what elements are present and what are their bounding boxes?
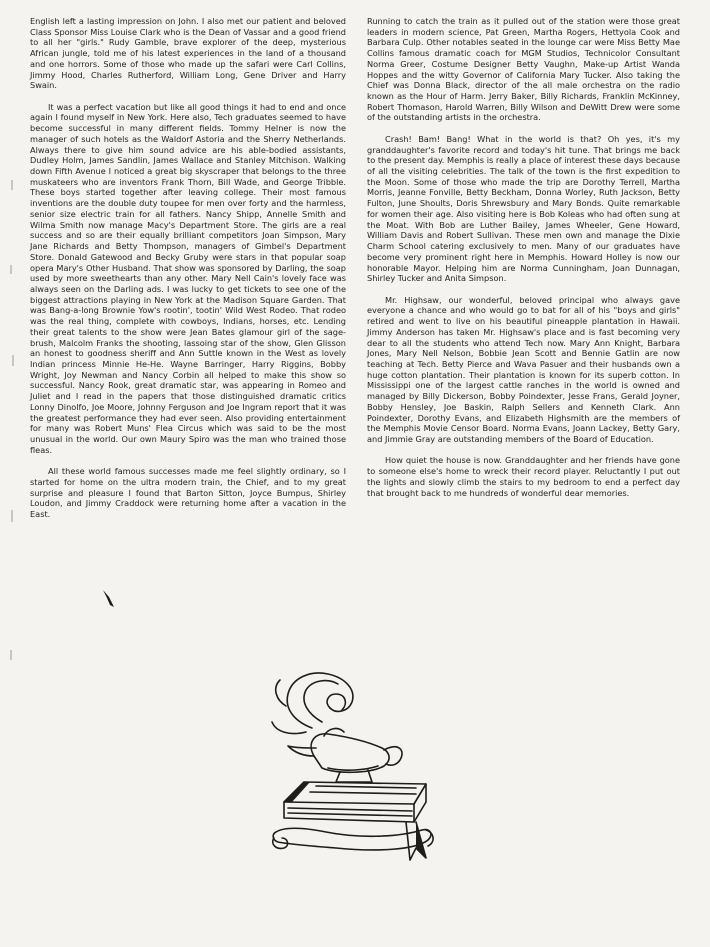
lamp-of-knowledge-on-book-icon — [266, 662, 438, 862]
paragraph: All these world famous successes made me feel slightly ordinary, so I started for home on the ultra modern train, the Chief, and to my great surprise and pleasure I found that Barton Sitton, Joyce Bumpus, Shirley Loudon, and Jimmy Craddock were returning home after a vacation in the East. — [30, 466, 346, 519]
paragraph: Crash! Bam! Bang! What in the world is that? Oh yes, it's my granddaughter's favorite record and today's hit tune. That brings me back to the present day. Memphis is really a place of interest these days because of all the visiting celebrities. The talk of the town is the first expedition to the Moon. Some of those who made the trip are Dorothy Terrell, Martha Morris, Jeanne Fonville, Betty Beckham, Donna Worley, Ruth Jackson, Betty Fulton, June Shoults, Doris Shrewsbury and Mary Bonds. Quite remarkable for women their age. Also visiting here is Bob Koleas who had often sung at the Moat. With Bob are Luther Bailey, James Wheeler, Gene Howard, William Davis and Robert Sullivan. These men own and manage the Dixie Charm School catering exclusively to men. Many of our graduates have become very prominent right here in Memphis. Howard Holley is now our honorable Mayor. Helping him are Norma Cunningham, Joan Dunnagan, Shirley Tucker and Anita Simpson. — [367, 133, 680, 284]
right-column — [367, 16, 680, 509]
paragraph: It was a perfect vacation but like all good things it had to end and once again I found myself in New York. Here also, Tech graduates seemed to have become successful in many different fields. Tommy Helner is now the manager of such hotels as the Waldorf Astoria and the Sherry Netherlands. Always there to give him sound advice are his able-bodied assistants, Dudley Holm, James Sandlin, James Wallace and Stanley Mitchison. Walking down Fifth Avenue I noticed a great big skyscraper that belongs to the three muskateers who are inventors Frank Thorn, Bill Wade, and George Tribble. These boys started together after leaving college. Their most famous inventions are the double duty toupee for men over forty and the harmless, senior size electric train for all fathers. Nancy Shipp, Annelle Smith and Wilma Smith now manage Macy's Department Store. The girls are a real success and so are their equally brilliant competitors Joan Simpson, Mary Jane Richards and Betty Thompson, managers of Gimbel's Department Store. Donald Gatewood and Becky Gruby were stars in that popular soap opera Mary's Other Husband. That show was sponsored by Darling, the soap used by more sweethearts than any other. Mary Nell Cain's lovely face was always seen on the Darling ads. I was lucky to get tickets to see one of the biggest attractions playing in New York at the Madison Square Garden. That was Bang-a-long Brownie Yow's rootin', tootin' Wild West Rodeo. That rodeo was the real thing, complete with cowboys, Indians, horses, etc. Lending their great talents to the show were Jean Bates glamour girl of the sage-brush, Malcolm Franks the shooting, lassoing star of the show, Glen Glisson an honest to goodness sheriff and Ann Suttle known in the West as lovely Indian princess Minnie He-He. Wayne Barringer, Harry Riggins, Bobby Wright, Joy Newman and Nancy Corbin all helped to make this show so successful. Nancy Rook, great dramatic star, was appearing in Romeo and Juliet and I read in the papers that those distinguished dramatic critics Lonny Dinolfo, Joe Moore, Johnny Ferguson and Joe Ingram report that it was the greatest performance they had ever seen. Also providing entertainment for many was Robert Muns' Flea Circus which was said to be the most unusual in the world. Our own Maury Spiro was the man who trained those fleas. — [30, 101, 346, 455]
left-column — [30, 16, 346, 530]
paragraph: Running to catch the train as it pulled out of the station were those great leaders in modern science, Pat Green, Martha Rogers, Hettyola Cook and Barbara Culp. Other notables seated in the lounge car were Miss Betty Mae Collins famous dramatic coach for MGM Studios, Technicolor Consultant Norma Greer, Costume Designer Betty Vaughn, Make-up Artist Wanda Hoppes and the witty Governor of California Mary Tucker. Also taking the Chief was Donna Black, director of the all male orchestra on the radio known as the Hour of Harm. Jerry Baker, Billy Richards, Franklin McKinney, Robert Thomason, Harold Warren, Billy Wilson and DeWitt Drew were some of the outstanding artists in the orchestra. — [367, 16, 680, 123]
paragraph: Mr. Highsaw, our wonderful, beloved principal who always gave everyone a chance and who would go to bat for all of his "boys and girls" retired and went to live on his beautiful pineapple plantation in Hawaii. Jimmy Anderson has taken Mr. Highsaw's place and is fast becoming very dear to all the students who attend Tech now. Mary Ann Knight, Barbara Jones, Mary Nell Nelson, Bobbie Jean Scott and Bennie Gatlin are now teaching at Tech. Betty Pierce and Wava Pasuer and their husbands own a huge cotton plantation. Their plantation is known for its superb cotton. In Mississippi one of the largest cattle ranches in the world is owned and managed by Billy Dickerson, Bobby Poindexter, Jesse Frans, Gerald Joyner, Bobby Hensley, Joe Baskin, Ralph Sellers and Kenneth Clark. Ann Poindexter, Dorothy Evans, and Elizabeth Highsmith are the members of the Memphis Movie Censor Board. Norma Evans, Joann Lackey, Betty Gary, and Jimmie Gray are outstanding members of the Board of Education. — [367, 294, 680, 444]
paragraph: English left a lasting impression on John. I also met our patient and beloved Class Sponsor Miss Louise Clark who is the Dean of Vassar and a good friend to all her "girls." Rudy Gamble, brave explorer of the deep, mysterious African jungle, told me of his latest experiences in the land of a thousand and one horrors. Some of those who made up the safari were Carl Collins, Jimmy Hood, Charles Rutherford, William Long, Gene Driver and Harry Swain. — [30, 16, 346, 91]
ink-mark-icon — [100, 588, 118, 610]
paragraph: How quiet the house is now. Granddaughter and her friends have gone to someone else's home to wreck their record player. Reluctantly I put out the lights and slowly climb the stairs to my bedroom to end a perfect day that brought back to me hundreds of wonderful dear memories. — [367, 455, 680, 498]
lamp-of-knowledge-illustration — [266, 662, 438, 862]
margin-marks — [8, 180, 16, 740]
